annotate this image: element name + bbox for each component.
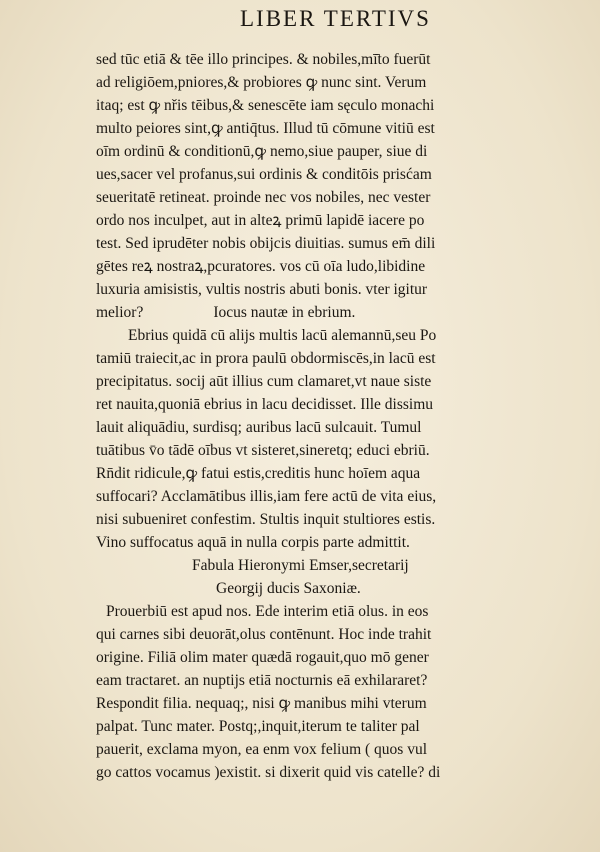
body-text <box>96 48 576 784</box>
text-line: multo peiores sint,ꝙ antiq̄tus. Illud tū cōmune vitiū est <box>96 120 435 137</box>
text-line: go cattos vocamus )existit. si dixerit quid vis catelle? di <box>96 764 441 781</box>
text-fragment: melior? <box>96 304 144 321</box>
section-heading: Iocus nautæ in ebrium. <box>213 304 356 321</box>
text-line: suffocari? Acclamātibus illis,iam fere actū de vita eius, <box>96 488 437 505</box>
text-line: precipitatus. socij aūt illius cum clamaret,vt naue siste <box>96 373 432 390</box>
text-line: origine. Filiā olim mater quædā rogauit,quo mō gener <box>96 649 429 666</box>
text-line: Ebrius quidā cū alijs multis lacū alemannū,seu Po <box>128 327 437 344</box>
text-line: Vino suffocatus aquā in nulla corpis parte admittit. <box>96 534 410 551</box>
text-line: tuātibus v̄o tādē oībus vt sisteret,sineretq; educi ebriū. <box>96 442 430 459</box>
text-line: gētes reꝝ nostraꝝ,pcuratores. vos cū oīa ludo,libidine <box>96 258 426 275</box>
text-line: pauerit, exclama myon, ea enm vox felium ( quos vul <box>96 741 428 758</box>
text-line: palpat. Tunc mater. Postq;,inquit,iterum te taliter pal <box>96 718 420 735</box>
text-line: nisi subueniret confestim. Stultis inquit stultiores estis. <box>96 511 436 528</box>
text-line: itaq; est ꝙ nřis tēibus,& senescēte iam sęculo monachi <box>96 97 435 114</box>
text-line: Rn̄dit ridicule,ꝙ fatui estis,creditis hunc hoīem aqua <box>96 465 421 482</box>
text-line: ordo nos inculpet, aut in alteꝝ primū lapidē iacere po <box>96 212 425 229</box>
text-line: qui carnes sibi deuorāt,olus contēnunt. Hoc inde trahit <box>96 626 432 643</box>
text-line: ret nauita,quoniā ebrius in lacu decidisset. Ille dissimu <box>96 396 434 413</box>
text-line: ues,sacer vel profanus,sui ordinis & conditōis prisćam <box>96 166 432 183</box>
text-line: lauit aliquādiu, surdisq; auribus lacū sulcauit. Tumul <box>96 419 422 436</box>
running-header: LIBER TERTIVS <box>240 6 431 31</box>
text-line: sed tūc etiā & tēe illo principes. & nobiles,mī̄to fuerūt <box>96 51 431 68</box>
text-line: Respondit filia. nequaq;, nisi ꝙ manibus mihi vterum <box>96 695 427 712</box>
text-line-with-heading <box>96 301 576 324</box>
text-line: tamiū traiecit,ac in prora paulū obdormiscēs,in lacū est <box>96 350 436 367</box>
section-heading: Georgij ducis Saxoniæ. <box>216 580 361 597</box>
text-line: oīm ordinū & conditionū,ꝙ nemo,siue pauper, siue di <box>96 143 428 160</box>
text-line: seueritatē retineat. proinde nec vos nobiles, nec vester <box>96 189 431 206</box>
text-line: Prouerbiū est apud nos. Ede interim etiā olus. in eos <box>106 603 429 620</box>
text-line: eam tractaret. an nuptijs etiā nocturnis eā exhilararet? <box>96 672 428 689</box>
section-heading: Fabula Hieronymi Emser,secretarij <box>192 557 409 574</box>
text-line: ad religiōem,pniores,& probiores ꝙ nunc sint. Verum <box>96 74 427 91</box>
text-line: luxuria amisistis, vultis nostris abuti bonis. vter igitur <box>96 281 428 298</box>
text-line: test. Sed iprudēter nobis obijcis diuitias. sumus em̄ dili <box>96 235 436 252</box>
